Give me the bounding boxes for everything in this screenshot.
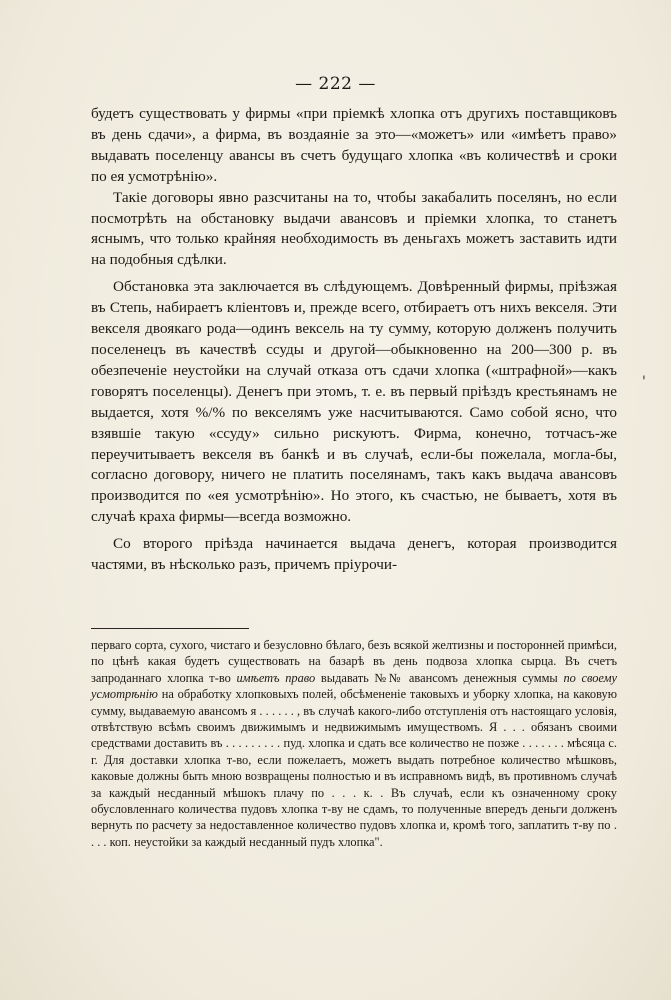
footnote-divider — [91, 628, 249, 629]
page-number: — 222 — — [295, 74, 376, 94]
footnote-emphasis: по своему усмотрѣнію — [91, 670, 617, 702]
margin-mark: ' — [642, 374, 646, 390]
footnote-emphasis: имѣетъ право — [236, 670, 316, 685]
paragraph: Обстановка эта заключается въ слѣдующемъ. Довѣренный фирмы, пріѣзжая въ Степь, набираетъ кліентовъ и, прежде всего, отбираетъ отъ нихъ векселя. Эти векселя двоякаго рода—одинъ вексель на ту сумму, которую долженъ получить поселенецъ въ качествѣ ссуды и другой—обыкновенно на 200—300 р. въ обезпеченіе неустойки на случай отказа отъ сдачи хлопка («штрафной»—какъ говорятъ поселенцы). Денегъ при этомъ, т. е. въ первый пріѣздъ крестьянамъ не выдается, хотя %/% по векселямъ уже насчитываются. Само собой ясно, что взявшіе такую «ссуду» сильно рискуютъ. Фирма, конечно, тотчасъ-же переучитываетъ векселя въ банкѣ и въ случаѣ, если-бы пожелала, могла-бы, согласно договору, ничего не платить поселянамъ, такъ какъ выдача авансовъ производится по «ея усмотрѣнію». Но этого, къ счастью, не бываетъ, хотя въ случаѣ краха фирмы—всегда возможно. — [91, 278, 617, 526]
main-text — [91, 104, 617, 576]
footnote-part: на обработку хлопковыхъ полей, обсѣмененіе таковыхъ и уборку хлопка, на каковую сумму, выдаваемую авансомъ я . . . . . . , въ случаѣ какого-либо отступленія отъ настоящаго условія, отвѣтствую всѣмъ своимъ движимымъ и недвижимымъ имуществомъ. Я . . . обязанъ своими средствами доставить въ . . . . . . . . . пуд. хлопка и сдать все количество не позже . . . . . . . мѣсяца с. г. Для доставки хлопка т-во, если пожелаетъ, можетъ выдать потребное количество мѣшковъ, каковые должны быть мною возвращены полностью и въ исправномъ видѣ, въ противномъ случаѣ за каждый несданный мѣшокъ плачу по . . . к. . Въ случаѣ, если къ означенному сроку обусловленнаго количества пудовъ хлопка т-ву не сдамъ, то полученные впередъ деньги долженъ вернуть по расчету за недоставленное количество пудовъ хлопка и, кромѣ того, заплатить т-ву по . . . . коп. неустойки за каждый несданный пудъ хлопка". — [91, 687, 617, 849]
footnote-part: перваго сорта, сухого, чистаго и безусловно бѣлаго, безъ всякой желтизны и посторонней примѣси, по цѣнѣ какая будетъ существовать на базарѣ въ день подвоза хлопка сырца. Въ счетъ запроданнаго хлопка т-во — [91, 638, 617, 685]
footnote — [91, 637, 617, 850]
footnote-part: выдавать №№ авансомъ денежныя суммы — [320, 670, 558, 685]
paragraph: Со второго пріѣзда начинается выдача денегъ, которая производится частями, въ нѣсколько разъ, причемъ пріурочи- — [91, 535, 617, 574]
footnote-text — [91, 637, 617, 850]
paragraph: Такіе договоры явно разсчитаны на то, чтобы закабалить поселянъ, но если посмотрѣть на обстановку выдачи авансовъ и пріемки хлопка, то станетъ яснымъ, что только крайняя необходимость въ деньгахъ можетъ заставить идти на подобныя сдѣлки. — [91, 188, 617, 269]
paragraph: будетъ существовать у фирмы «при пріемкѣ хлопка отъ другихъ поставщиковъ въ день сдачи», а фирма, въ воздаяніе за это—«можетъ» или «имѣетъ право» выдавать поселенцу авансы въ счетъ будущаго хлопка «въ количествѣ и сроки по ея усмотрѣнію». — [91, 105, 617, 185]
